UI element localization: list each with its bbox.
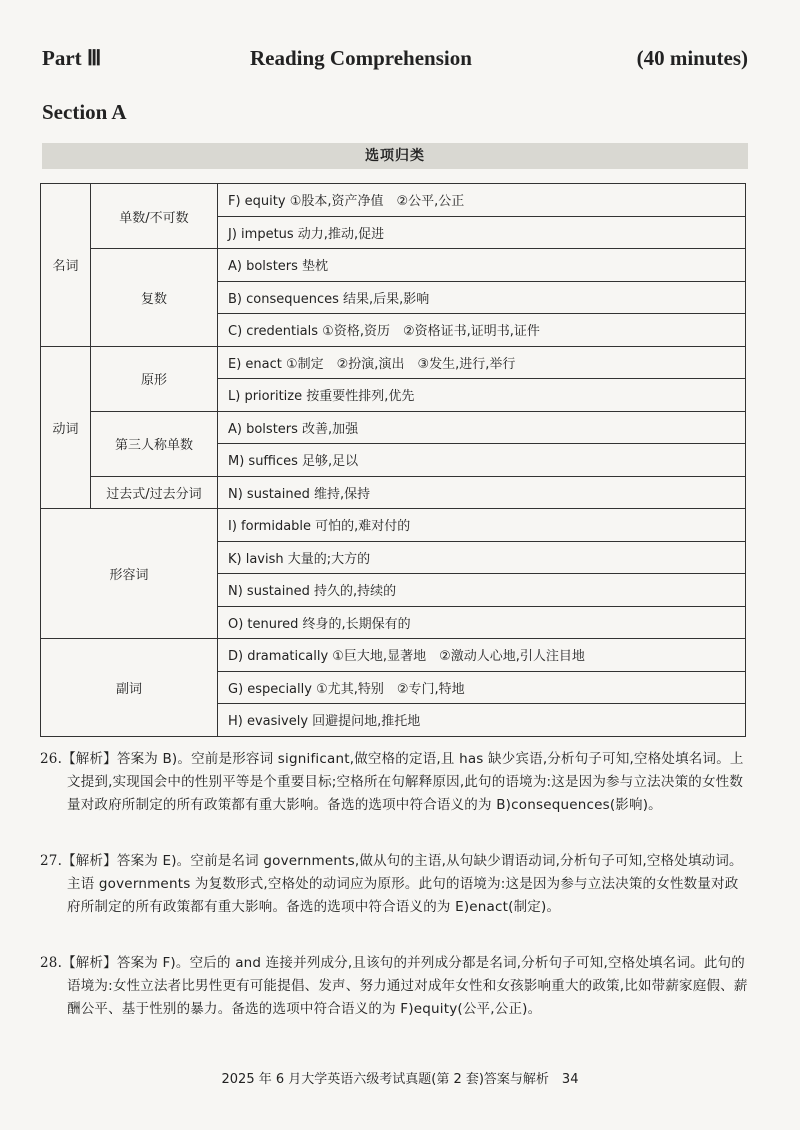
- table-row: [41, 476, 746, 509]
- question-number: 28.: [40, 955, 63, 971]
- analysis-26: [40, 748, 752, 817]
- entry: N) sustained 持久的,持续的: [218, 574, 746, 607]
- entry: L) prioritize 按重要性排列,优先: [218, 379, 746, 412]
- time-limit: (40 minutes): [636, 46, 748, 70]
- pos-adjective: 形容词: [41, 509, 218, 639]
- entry: D) dramatically ①巨大地,显著地 ②激动人心地,引人注目地: [218, 639, 746, 672]
- classification-band: 选项归类: [42, 143, 748, 169]
- entry: N) sustained 维持,保持: [218, 476, 746, 509]
- analysis-text: 【解析】答案为 E)。空前是名词 governments,做从句的主语,从句缺少谓语动词,分析句子可知,空格处填动词。主语 governments 为复数形式,空格处的动词应为原形。此句的语境为:这是因为参与立法决策的女性数量对政府所制定的所有政策都有重大影响。备选的选项中符合语义的为 E)enact(制定)。: [62, 853, 743, 915]
- sub-noun-singular: 单数/不可数: [91, 184, 218, 249]
- entry: B) consequences 结果,后果,影响: [218, 281, 746, 314]
- page-header: [42, 46, 748, 80]
- table-row: [41, 346, 746, 379]
- analysis-27: [40, 850, 752, 919]
- sub-verb-3sg: 第三人称单数: [91, 411, 218, 476]
- entry: A) bolsters 垫枕: [218, 249, 746, 282]
- part-title: Reading Comprehension: [250, 46, 472, 70]
- table-row: [41, 184, 746, 217]
- analysis-28: [40, 952, 752, 1021]
- table-row: [41, 509, 746, 542]
- entry: A) bolsters 改善,加强: [218, 411, 746, 444]
- sub-verb-past: 过去式/过去分词: [91, 476, 218, 509]
- pos-adverb: 副词: [41, 639, 218, 737]
- part-label: Part Ⅲ: [42, 46, 102, 70]
- question-number: 26.: [40, 751, 63, 767]
- table-row: [41, 249, 746, 282]
- table-row: [41, 639, 746, 672]
- entry: K) lavish 大量的;大方的: [218, 541, 746, 574]
- entry: M) suffices 足够,足以: [218, 444, 746, 477]
- question-number: 27.: [40, 853, 63, 869]
- pos-noun: 名词: [41, 184, 91, 347]
- analysis-text: 【解析】答案为 F)。空后的 and 连接并列成分,且该句的并列成分都是名词,分析句子可知,空格处填名词。此句的语境为:女性立法者比男性更有可能提倡、发声、努力通过对成年女性和女孩影响重大的政策,比如带薪家庭假、薪酬公平、基于性别的暴力。备选的选项中符合语义的为 F)equity(公平,公正)。: [62, 955, 748, 1017]
- entry: H) evasively 回避提问地,推托地: [218, 704, 746, 737]
- page-footer: 2025 年 6 月大学英语六级考试真题(第 2 套)答案与解析 34: [221, 1072, 579, 1087]
- analysis-text: 【解析】答案为 B)。空前是形容词 significant,做空格的定语,且 has 缺少宾语,分析句子可知,空格处填名词。上文提到,实现国会中的性别平等是个重要目标;空格所在句解释原因,此句的语境为:这是因为参与立法决策的女性数量对政府所制定的所有政策都有重大影响。备选的选项中符合语义的为 B)consequences(影响)。: [62, 751, 744, 813]
- sub-noun-plural: 复数: [91, 249, 218, 347]
- entry: F) equity ①股本,资产净值 ②公平,公正: [218, 184, 746, 217]
- section-title: Section A: [42, 100, 127, 124]
- entry: C) credentials ①资格,资历 ②资格证书,证明书,证件: [218, 314, 746, 347]
- entry: G) especially ①尤其,特别 ②专门,特地: [218, 671, 746, 704]
- entry: I) formidable 可怕的,难对付的: [218, 509, 746, 542]
- pos-verb: 动词: [41, 346, 91, 509]
- entry: O) tenured 终身的,长期保有的: [218, 606, 746, 639]
- entry: J) impetus 动力,推动,促进: [218, 216, 746, 249]
- entry: E) enact ①制定 ②扮演,演出 ③发生,进行,举行: [218, 346, 746, 379]
- vocabulary-table: [40, 183, 746, 737]
- sub-verb-base: 原形: [91, 346, 218, 411]
- table-row: [41, 411, 746, 444]
